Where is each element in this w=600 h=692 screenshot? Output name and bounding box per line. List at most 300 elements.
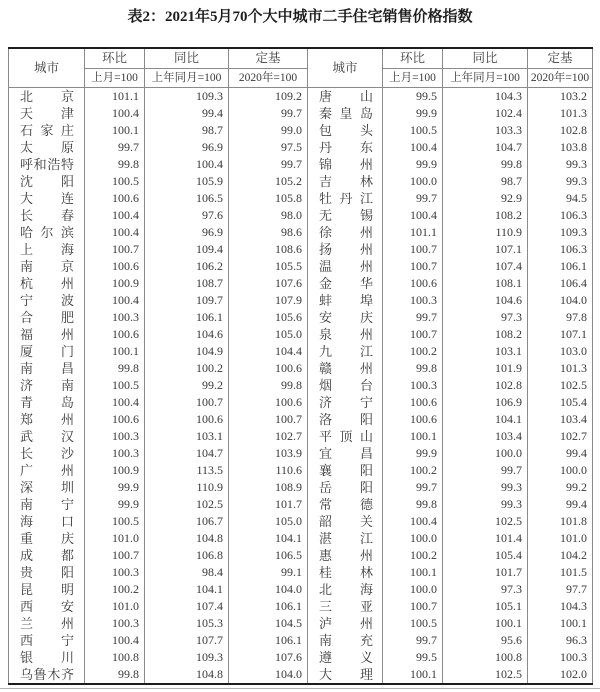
- mom-value-left: 100.3: [85, 445, 145, 462]
- fixed-value-right: 102.0: [528, 666, 593, 684]
- fixed-value-left: 110.6: [229, 462, 308, 479]
- table-row: [9, 462, 593, 479]
- city-name: 秦 皇 岛: [319, 106, 373, 121]
- mom-value-right: 100.1: [383, 428, 443, 445]
- city-cell-left: [9, 530, 85, 547]
- mom-value-left: 101.0: [85, 598, 145, 615]
- mom-value-right: 100.0: [383, 173, 443, 190]
- fixed-value-left: 103.9: [229, 445, 308, 462]
- city-cell-left: [9, 122, 85, 139]
- city-name: 海 口: [20, 514, 74, 529]
- header-mom-base-left: 上月=100: [85, 69, 145, 88]
- city-cell-right: [308, 139, 383, 156]
- city-name: 济 南: [20, 378, 74, 393]
- city-cell-right: [308, 496, 383, 513]
- header-city-right: 城市: [308, 48, 383, 88]
- yoy-value-left: 104.6: [145, 326, 229, 343]
- fixed-value-right: 99.3: [528, 156, 593, 173]
- mom-value-left: 101.0: [85, 530, 145, 547]
- mom-value-right: 99.9: [383, 105, 443, 122]
- city-name: 丹 东: [319, 140, 373, 155]
- yoy-value-left: 104.8: [145, 666, 229, 684]
- table-row: [9, 615, 593, 632]
- city-name: 大 理: [319, 667, 373, 682]
- city-name: 宁 波: [20, 293, 74, 308]
- yoy-value-right: 107.4: [443, 258, 528, 275]
- fixed-value-left: 108.6: [229, 241, 308, 258]
- yoy-value-right: 103.4: [443, 428, 528, 445]
- yoy-value-right: 97.3: [443, 581, 528, 598]
- fixed-value-right: 96.3: [528, 632, 593, 649]
- city-name: 泉 州: [319, 327, 373, 342]
- fixed-value-left: 106.1: [229, 632, 308, 649]
- fixed-value-right: 103.8: [528, 139, 593, 156]
- mom-value-left: 100.4: [85, 394, 145, 411]
- city-cell-right: [308, 547, 383, 564]
- city-cell-right: [308, 156, 383, 173]
- yoy-value-left: 99.4: [145, 105, 229, 122]
- city-name: 桂 林: [319, 565, 373, 580]
- table-row: [9, 547, 593, 564]
- city-name: 青 岛: [20, 395, 74, 410]
- city-name: 洛 阳: [319, 412, 373, 427]
- fixed-value-left: 106.5: [229, 547, 308, 564]
- mom-value-left: 100.8: [85, 649, 145, 666]
- mom-value-left: 99.7: [85, 139, 145, 156]
- header-city-left: 城市: [9, 48, 85, 88]
- yoy-value-left: 103.1: [145, 428, 229, 445]
- city-cell-right: [308, 632, 383, 649]
- fixed-value-right: 101.8: [528, 513, 593, 530]
- fixed-value-right: 102.7: [528, 428, 593, 445]
- city-name: 岳 阳: [319, 480, 373, 495]
- city-name: 湛 江: [319, 531, 373, 546]
- fixed-value-left: 109.2: [229, 88, 308, 106]
- city-name: 成 都: [20, 548, 74, 563]
- mom-value-left: 99.8: [85, 666, 145, 684]
- mom-value-right: 100.6: [383, 394, 443, 411]
- city-cell-left: [9, 224, 85, 241]
- mom-value-left: 100.4: [85, 292, 145, 309]
- yoy-value-left: 106.1: [145, 309, 229, 326]
- yoy-value-right: 104.1: [443, 411, 528, 428]
- fixed-value-left: 100.7: [229, 411, 308, 428]
- mom-value-right: 100.6: [383, 411, 443, 428]
- mom-value-left: 100.6: [85, 411, 145, 428]
- city-cell-left: [9, 377, 85, 394]
- fixed-value-left: 105.8: [229, 190, 308, 207]
- mom-value-right: 101.1: [383, 224, 443, 241]
- fixed-value-right: 100.0: [528, 462, 593, 479]
- city-name: 襄 阳: [319, 463, 373, 478]
- fixed-value-left: 104.0: [229, 581, 308, 598]
- city-cell-right: [308, 564, 383, 581]
- yoy-value-right: 108.2: [443, 326, 528, 343]
- city-cell-left: [9, 275, 85, 292]
- city-name: 合 肥: [20, 310, 74, 325]
- mom-value-left: 99.9: [85, 496, 145, 513]
- header-fixed-left: 定基: [229, 48, 308, 69]
- city-name: 吉 林: [319, 174, 373, 189]
- table-row: [9, 564, 593, 581]
- header-yoy-base-right: 上年同月=100: [443, 69, 528, 88]
- fixed-value-left: 104.4: [229, 343, 308, 360]
- table-row: [9, 632, 593, 649]
- city-cell-left: [9, 156, 85, 173]
- yoy-value-left: 100.2: [145, 360, 229, 377]
- yoy-value-left: 109.7: [145, 292, 229, 309]
- city-cell-left: [9, 564, 85, 581]
- mom-value-right: 99.9: [383, 445, 443, 462]
- city-name: 无 锡: [319, 208, 373, 223]
- fixed-value-left: 102.7: [229, 428, 308, 445]
- city-cell-right: [308, 530, 383, 547]
- fixed-value-left: 98.6: [229, 224, 308, 241]
- page-title: 表2：2021年5月70个大中城市二手住宅销售价格指数: [127, 9, 473, 25]
- city-name: 泸 州: [319, 616, 373, 631]
- fixed-value-left: 104.1: [229, 530, 308, 547]
- city-cell-right: [308, 479, 383, 496]
- mom-value-right: 100.2: [383, 547, 443, 564]
- city-name: 上 海: [20, 242, 74, 257]
- yoy-value-right: 102.8: [443, 377, 528, 394]
- city-cell-right: [308, 666, 383, 684]
- mom-value-left: 100.5: [85, 377, 145, 394]
- mom-value-left: 100.6: [85, 190, 145, 207]
- fixed-value-left: 104.5: [229, 615, 308, 632]
- city-cell-left: [9, 479, 85, 496]
- table-row: [9, 88, 593, 106]
- city-cell-left: [9, 615, 85, 632]
- city-name: 南 京: [20, 259, 74, 274]
- yoy-value-left: 109.4: [145, 241, 229, 258]
- city-cell-left: [9, 598, 85, 615]
- city-cell-right: [308, 445, 383, 462]
- city-name: 兰 州: [20, 616, 74, 631]
- table-row: [9, 258, 593, 275]
- yoy-value-left: 107.7: [145, 632, 229, 649]
- mom-value-right: 99.7: [383, 479, 443, 496]
- yoy-value-left: 109.3: [145, 88, 229, 106]
- fixed-value-left: 107.6: [229, 649, 308, 666]
- header-mom-left: 环比: [85, 48, 145, 69]
- yoy-value-right: 105.1: [443, 598, 528, 615]
- city-name: 北 海: [319, 582, 373, 597]
- city-cell-left: [9, 190, 85, 207]
- yoy-value-right: 98.7: [443, 173, 528, 190]
- mom-value-left: 99.9: [85, 479, 145, 496]
- city-cell-right: [308, 173, 383, 190]
- city-name: 银 川: [20, 650, 74, 665]
- table-row: [9, 394, 593, 411]
- yoy-value-right: 106.9: [443, 394, 528, 411]
- fixed-value-right: 101.0: [528, 530, 593, 547]
- fixed-value-left: 104.0: [229, 666, 308, 684]
- fixed-value-right: 103.4: [528, 411, 593, 428]
- city-cell-right: [308, 394, 383, 411]
- fixed-value-right: 109.3: [528, 224, 593, 241]
- fixed-value-right: 99.4: [528, 496, 593, 513]
- city-name: 烟 台: [319, 378, 373, 393]
- city-name: 包 头: [319, 123, 373, 138]
- fixed-value-right: 102.5: [528, 377, 593, 394]
- fixed-value-right: 104.0: [528, 292, 593, 309]
- yoy-value-right: 102.5: [443, 513, 528, 530]
- city-name: 长 沙: [20, 446, 74, 461]
- yoy-value-right: 102.4: [443, 105, 528, 122]
- fixed-value-left: 98.0: [229, 207, 308, 224]
- yoy-value-right: 102.5: [443, 666, 528, 684]
- city-name: 锦 州: [319, 157, 373, 172]
- fixed-value-right: 106.3: [528, 241, 593, 258]
- table-row: [9, 581, 593, 598]
- yoy-value-right: 101.7: [443, 564, 528, 581]
- city-cell-left: [9, 173, 85, 190]
- mom-value-right: 100.5: [383, 615, 443, 632]
- mom-value-left: 101.1: [85, 88, 145, 106]
- table-row: [9, 377, 593, 394]
- mom-value-left: 100.4: [85, 207, 145, 224]
- city-name: 金 华: [319, 276, 373, 291]
- mom-value-right: 99.7: [383, 632, 443, 649]
- city-name: 北 京: [20, 89, 74, 104]
- city-cell-left: [9, 360, 85, 377]
- city-cell-right: [308, 581, 383, 598]
- fixed-value-left: 106.1: [229, 598, 308, 615]
- city-name: 福 州: [20, 327, 74, 342]
- yoy-value-right: 95.6: [443, 632, 528, 649]
- header-fixed-right: 定基: [528, 48, 593, 69]
- city-name: 武 汉: [20, 429, 74, 444]
- yoy-value-left: 109.3: [145, 649, 229, 666]
- fixed-value-right: 107.1: [528, 326, 593, 343]
- mom-value-left: 100.7: [85, 547, 145, 564]
- city-name: 蚌 埠: [319, 293, 373, 308]
- fixed-value-left: 105.2: [229, 173, 308, 190]
- city-name: 石 家 庄: [20, 123, 74, 138]
- fixed-value-left: 105.5: [229, 258, 308, 275]
- mom-value-left: 100.7: [85, 241, 145, 258]
- fixed-value-right: 97.7: [528, 581, 593, 598]
- header-yoy-left: 同比: [145, 48, 229, 69]
- table-row: [9, 309, 593, 326]
- yoy-value-left: 113.5: [145, 462, 229, 479]
- city-name: 宜 昌: [319, 446, 373, 461]
- fixed-value-left: 99.8: [229, 377, 308, 394]
- city-name: 贵 阳: [20, 565, 74, 580]
- mom-value-right: 100.3: [383, 377, 443, 394]
- mom-value-right: 99.5: [383, 88, 443, 106]
- mom-value-right: 100.4: [383, 139, 443, 156]
- yoy-value-left: 106.8: [145, 547, 229, 564]
- city-name: 徐 州: [319, 225, 373, 240]
- yoy-value-left: 106.2: [145, 258, 229, 275]
- fixed-value-right: 94.5: [528, 190, 593, 207]
- price-index-table: [8, 47, 593, 685]
- city-cell-left: [9, 445, 85, 462]
- mom-value-right: 100.4: [383, 207, 443, 224]
- city-name: 九 江: [319, 344, 373, 359]
- mom-value-right: 100.7: [383, 598, 443, 615]
- mom-value-left: 100.4: [85, 632, 145, 649]
- yoy-value-left: 106.5: [145, 190, 229, 207]
- yoy-value-right: 99.7: [443, 462, 528, 479]
- fixed-value-left: 99.1: [229, 564, 308, 581]
- table-row: [9, 105, 593, 122]
- city-name: 惠 州: [319, 548, 373, 563]
- city-cell-left: [9, 105, 85, 122]
- table-row: [9, 496, 593, 513]
- city-cell-left: [9, 411, 85, 428]
- city-cell-left: [9, 462, 85, 479]
- yoy-value-left: 104.7: [145, 445, 229, 462]
- yoy-value-right: 101.4: [443, 530, 528, 547]
- fixed-value-left: 101.7: [229, 496, 308, 513]
- yoy-value-left: 100.4: [145, 156, 229, 173]
- mom-value-left: 100.3: [85, 428, 145, 445]
- table-row: [9, 666, 593, 684]
- mom-value-left: 100.3: [85, 615, 145, 632]
- city-name: 郑 州: [20, 412, 74, 427]
- city-cell-right: [308, 649, 383, 666]
- mom-value-right: 100.5: [383, 122, 443, 139]
- city-cell-right: [308, 292, 383, 309]
- yoy-value-left: 104.8: [145, 530, 229, 547]
- city-cell-right: [308, 377, 383, 394]
- fixed-value-left: 107.9: [229, 292, 308, 309]
- city-name: 韶 关: [319, 514, 373, 529]
- mom-value-right: 99.8: [383, 360, 443, 377]
- fixed-value-left: 105.0: [229, 326, 308, 343]
- table-body: [9, 88, 593, 685]
- fixed-value-right: 101.3: [528, 360, 593, 377]
- mom-value-left: 100.9: [85, 462, 145, 479]
- city-name: 遵 义: [319, 650, 373, 665]
- table-row: [9, 292, 593, 309]
- city-name: 广 州: [20, 463, 74, 478]
- yoy-value-left: 104.1: [145, 581, 229, 598]
- city-name: 赣 州: [319, 361, 373, 376]
- yoy-value-left: 107.4: [145, 598, 229, 615]
- fixed-value-right: 97.8: [528, 309, 593, 326]
- yoy-value-left: 100.7: [145, 394, 229, 411]
- mom-value-right: 99.7: [383, 309, 443, 326]
- mom-value-right: 100.1: [383, 564, 443, 581]
- city-name: 南 充: [319, 633, 373, 648]
- yoy-value-right: 108.1: [443, 275, 528, 292]
- yoy-value-right: 103.1: [443, 343, 528, 360]
- city-name: 太 原: [20, 140, 74, 155]
- city-cell-right: [308, 615, 383, 632]
- city-name: 济 宁: [319, 395, 373, 410]
- city-cell-right: [308, 190, 383, 207]
- city-name: 南 宁: [20, 497, 74, 512]
- mom-value-right: 99.5: [383, 649, 443, 666]
- mom-value-right: 100.6: [383, 275, 443, 292]
- city-name: 深 圳: [20, 480, 74, 495]
- fixed-value-right: 106.3: [528, 207, 593, 224]
- fixed-value-right: 100.1: [528, 615, 593, 632]
- city-name: 牡 丹 江: [319, 191, 373, 206]
- city-cell-right: [308, 326, 383, 343]
- city-cell-right: [308, 258, 383, 275]
- mom-value-right: 99.8: [383, 496, 443, 513]
- city-name: 南 昌: [20, 361, 74, 376]
- fixed-value-left: 97.5: [229, 139, 308, 156]
- city-cell-left: [9, 666, 85, 684]
- city-cell-right: [308, 428, 383, 445]
- yoy-value-right: 105.4: [443, 547, 528, 564]
- city-cell-left: [9, 428, 85, 445]
- yoy-value-right: 107.1: [443, 241, 528, 258]
- city-cell-left: [9, 649, 85, 666]
- mom-value-left: 99.8: [85, 360, 145, 377]
- mom-value-left: 100.1: [85, 343, 145, 360]
- city-cell-left: [9, 88, 85, 106]
- yoy-value-left: 99.2: [145, 377, 229, 394]
- yoy-value-right: 100.0: [443, 445, 528, 462]
- city-name: 昆 明: [20, 582, 74, 597]
- fixed-value-left: 105.0: [229, 513, 308, 530]
- table-row: [9, 428, 593, 445]
- city-cell-right: [308, 360, 383, 377]
- city-name: 西 宁: [20, 633, 74, 648]
- city-cell-right: [308, 411, 383, 428]
- fixed-value-right: 102.8: [528, 122, 593, 139]
- city-cell-right: [308, 309, 383, 326]
- city-cell-right: [308, 275, 383, 292]
- fixed-value-left: 99.7: [229, 105, 308, 122]
- yoy-value-right: 103.3: [443, 122, 528, 139]
- fixed-value-right: 106.1: [528, 258, 593, 275]
- table-row: [9, 275, 593, 292]
- mom-value-left: 100.6: [85, 326, 145, 343]
- city-name: 唐 山: [319, 89, 373, 104]
- table-row: [9, 139, 593, 156]
- yoy-value-right: 101.9: [443, 360, 528, 377]
- yoy-value-right: 97.3: [443, 309, 528, 326]
- table-row: [9, 122, 593, 139]
- fixed-value-left: 108.9: [229, 479, 308, 496]
- table-row: [9, 173, 593, 190]
- fixed-value-right: 99.4: [528, 445, 593, 462]
- city-cell-right: [308, 241, 383, 258]
- table-row: [9, 207, 593, 224]
- mom-value-left: 100.1: [85, 122, 145, 139]
- city-cell-left: [9, 394, 85, 411]
- fixed-value-left: 99.7: [229, 156, 308, 173]
- fixed-value-right: 99.3: [528, 173, 593, 190]
- mom-value-right: 100.4: [383, 513, 443, 530]
- city-name: 安 庆: [319, 310, 373, 325]
- mom-value-left: 99.8: [85, 156, 145, 173]
- yoy-value-right: 99.3: [443, 479, 528, 496]
- city-name: 温 州: [319, 259, 373, 274]
- city-cell-right: [308, 224, 383, 241]
- header-yoy-right: 同比: [443, 48, 528, 69]
- city-cell-left: [9, 343, 85, 360]
- table-row: [9, 479, 593, 496]
- table-row: [9, 190, 593, 207]
- fixed-value-left: 100.6: [229, 360, 308, 377]
- header-fixed-base-left: 2020年=100: [229, 69, 308, 88]
- city-name: 哈 尔 滨: [20, 225, 74, 240]
- city-cell-left: [9, 139, 85, 156]
- yoy-value-left: 98.7: [145, 122, 229, 139]
- mom-value-left: 100.6: [85, 258, 145, 275]
- mom-value-left: 100.2: [85, 581, 145, 598]
- yoy-value-left: 98.4: [145, 564, 229, 581]
